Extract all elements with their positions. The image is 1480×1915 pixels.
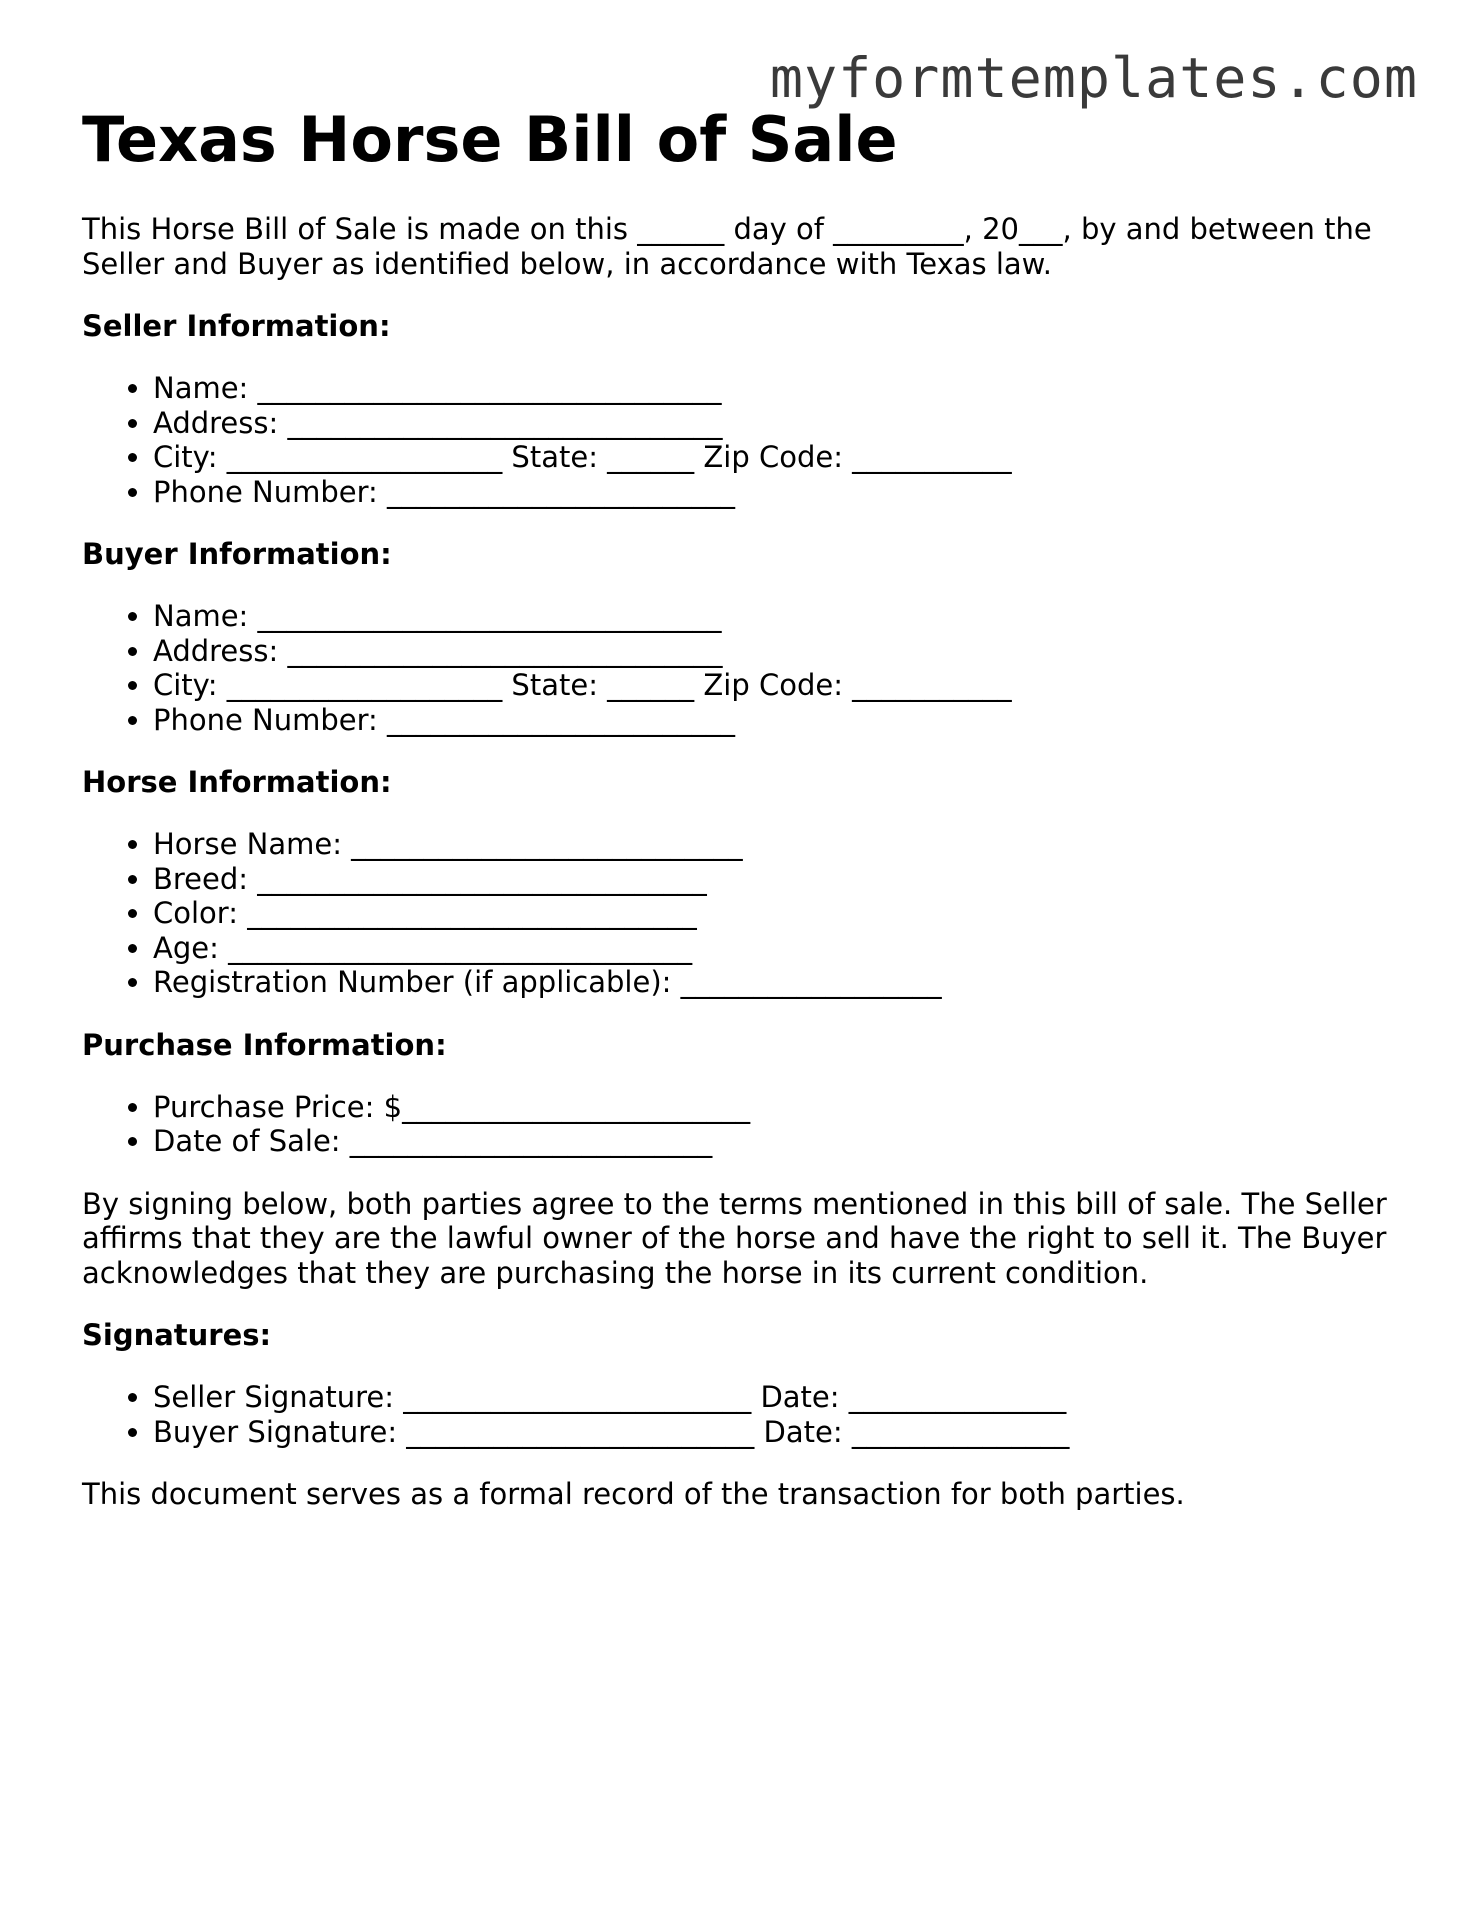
seller-phone-field[interactable]: • Phone Number: ________________________: [153, 475, 1422, 510]
seller-address-field[interactable]: • Address: ______________________________: [153, 406, 1422, 441]
closing-paragraph: This document serves as a formal record of the transaction for both parties.: [82, 1477, 1185, 1511]
seller-signature-field[interactable]: • Seller Signature: ________________________ Date: _______________: [153, 1380, 1422, 1415]
buyer-list: [82, 599, 1422, 737]
document-body: [82, 100, 1422, 1512]
signatures-list: [82, 1380, 1422, 1449]
buyer-heading: Buyer Information:: [82, 537, 392, 571]
buyer-address-field[interactable]: • Address: ______________________________: [153, 634, 1422, 669]
document-title: Texas Horse Bill of Sale: [82, 103, 898, 176]
buyer-signature-field[interactable]: • Buyer Signature: ________________________ Date: _______________: [153, 1415, 1422, 1450]
horse-list: [82, 827, 1422, 1000]
horse-heading: Horse Information:: [82, 765, 392, 799]
buyer-city-state-zip-field[interactable]: • City: ___________________ State: ______ Zip Code: ___________: [153, 668, 1422, 703]
buyer-phone-field[interactable]: • Phone Number: ________________________: [153, 703, 1422, 738]
horse-color-field[interactable]: • Color: _______________________________: [153, 896, 1422, 931]
seller-list: [82, 371, 1422, 509]
intro-paragraph: This Horse Bill of Sale is made on this ______ day of _________, 20___, by and between the Seller and Buyer as identified below, in accordance with Texas law.: [82, 212, 1372, 281]
buyer-name-field[interactable]: • Name: ________________________________: [153, 599, 1422, 634]
date-of-sale-field[interactable]: • Date of Sale: _________________________: [153, 1124, 1422, 1159]
seller-heading: Seller Information:: [82, 309, 391, 343]
purchase-list: [82, 1090, 1422, 1159]
horse-registration-field[interactable]: • Registration Number (if applicable): __________________: [153, 965, 1422, 1000]
purchase-price-field[interactable]: • Purchase Price: $________________________: [153, 1090, 1422, 1125]
seller-name-field[interactable]: • Name: ________________________________: [153, 371, 1422, 406]
agreement-paragraph: By signing below, both parties agree to the terms mentioned in this bill of sale. The Seller affirms that they are the lawful owner of the horse and have the right to sell it. The Buyer acknowledges that they are purchasing the horse in its current condition.: [82, 1186, 1387, 1290]
horse-name-field[interactable]: • Horse Name: ___________________________: [153, 827, 1422, 862]
seller-city-state-zip-field[interactable]: • City: ___________________ State: ______ Zip Code: ___________: [153, 440, 1422, 475]
purchase-heading: Purchase Information:: [82, 1027, 447, 1062]
horse-age-field[interactable]: • Age: ________________________________: [153, 931, 1422, 966]
signatures-heading: Signatures:: [82, 1318, 272, 1352]
watermark: myformtemplates.com: [769, 46, 1418, 110]
horse-breed-field[interactable]: • Breed: _______________________________: [153, 862, 1422, 897]
